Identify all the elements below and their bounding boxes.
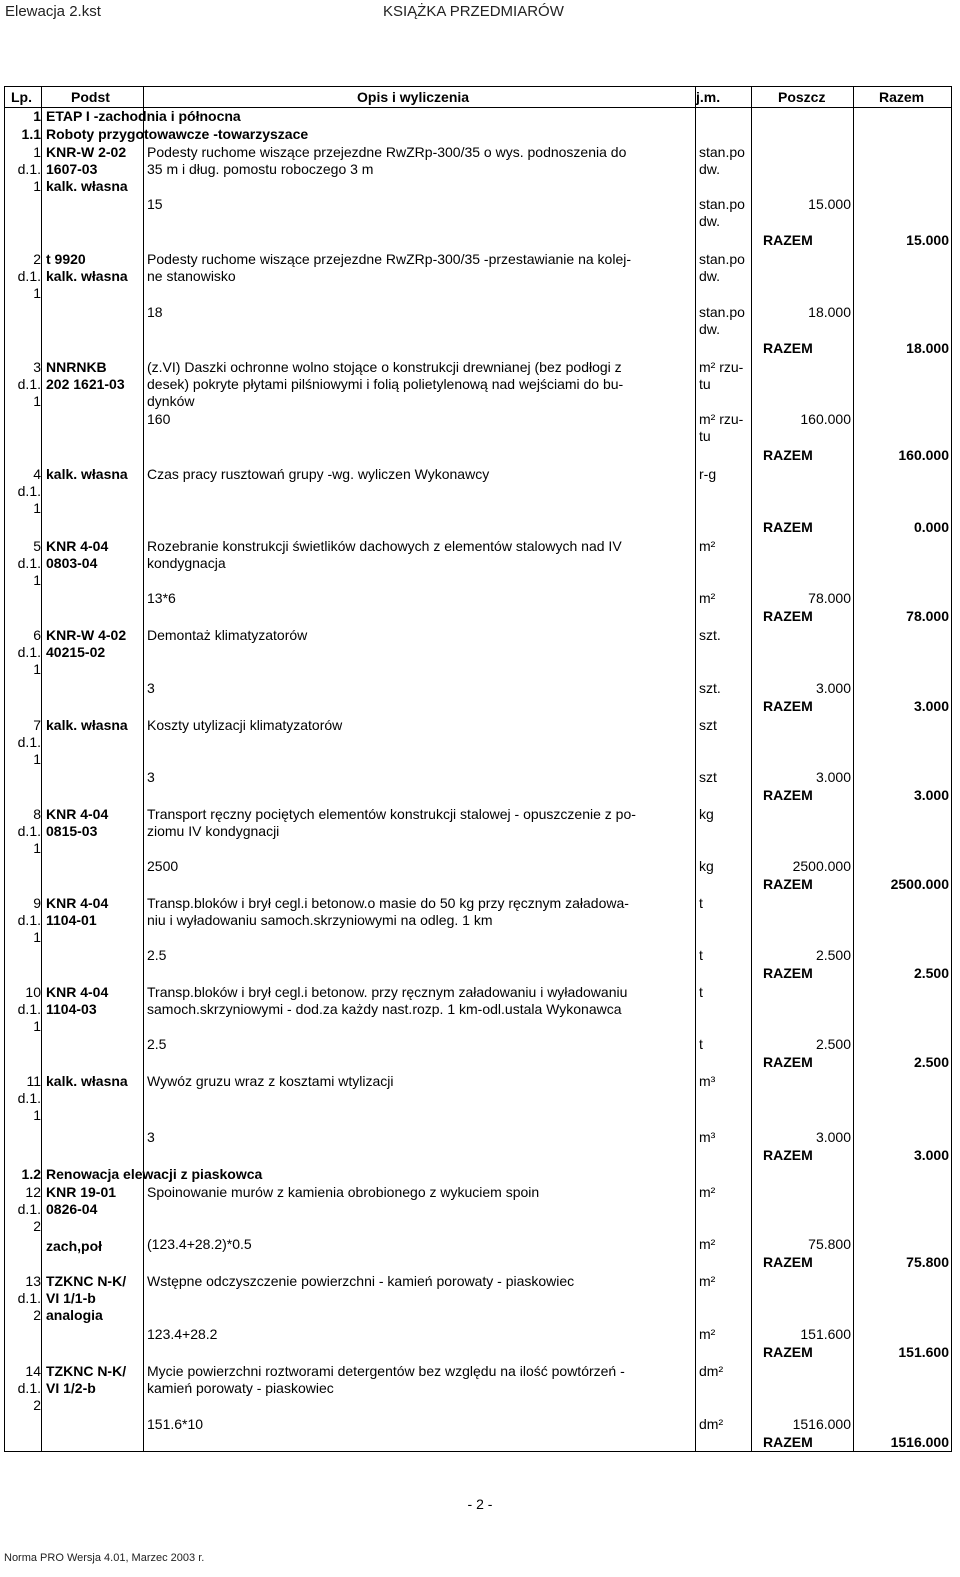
razem-label: RAZEM	[763, 232, 813, 248]
item-calc-unit: stan.po	[699, 304, 745, 320]
item-calc-unit: m² rzu-	[699, 411, 744, 427]
item-unit: dw.	[699, 161, 721, 177]
item-poszcz-value: 3.000	[815, 1129, 851, 1145]
item-podst: kalk. własna	[46, 268, 128, 284]
item-podst: kalk. własna	[46, 178, 128, 194]
etap-label: ETAP I -zachodnia i północna	[46, 108, 241, 124]
item-lp: 2	[33, 1307, 41, 1323]
item-description: dynków	[147, 393, 195, 409]
item-lp: 13	[25, 1273, 41, 1289]
item-calculation: 2500	[147, 858, 179, 874]
razem-value: 3.000	[913, 1147, 949, 1163]
razem-value: 2.500	[913, 965, 949, 981]
razem-value: 2500.000	[890, 876, 949, 892]
etap-number: 1	[33, 108, 41, 124]
item-lp: 1	[33, 1018, 41, 1034]
razem-value: 160.000	[898, 447, 949, 463]
item-lp: 1	[33, 500, 41, 516]
item-podst: kalk. własna	[46, 717, 128, 733]
item-lp: 2	[33, 1218, 41, 1234]
item-unit: stan.po	[699, 144, 745, 160]
item-poszcz-value: 151.600	[800, 1326, 851, 1342]
item-description: ziomu IV kondygnacji	[147, 823, 280, 839]
razem-value: 0.000	[913, 519, 949, 535]
software-note: Norma PRO Wersja 4.01, Marzec 2003 r.	[4, 1552, 205, 1564]
item-calc-unit: szt.	[699, 680, 721, 696]
item-calculation: 18	[147, 304, 163, 320]
item-calc-unit: m²	[699, 590, 716, 606]
przedmiar-table	[4, 86, 952, 1452]
item-lp: 1	[33, 572, 41, 588]
item-calculation: 2.5	[147, 947, 167, 963]
item-description: (z.VI) Daszki ochronne wolno stojące o konstrukcji drewnianej (bez podłogi z	[147, 359, 622, 375]
item-unit: t	[699, 984, 703, 1000]
item-podst: kalk. własna	[46, 1073, 128, 1089]
section-number: 1.2	[21, 1166, 41, 1182]
item-lp: d.1.	[17, 823, 41, 839]
section-label: Roboty przygotowawcze -towarzyszace	[46, 126, 309, 142]
item-description: Transp.bloków i brył cegl.i betonow.o masie do 50 kg przy ręcznym załadowa-	[147, 895, 629, 911]
item-unit: szt.	[699, 627, 721, 643]
item-lp: 6	[33, 627, 41, 643]
item-podst: 0815-03	[46, 823, 98, 839]
col-header-lp: Lp.	[11, 89, 32, 105]
item-lp: 11	[26, 1073, 41, 1089]
item-calc-unit: m²	[699, 1326, 716, 1342]
header-divider	[5, 107, 951, 108]
razem-value: 15.000	[906, 232, 949, 248]
item-lp: 1	[33, 840, 41, 856]
document-title: KSIĄŻKA PRZEDMIARÓW	[383, 3, 564, 20]
item-poszcz-value: 2.500	[815, 1036, 851, 1052]
item-lp: 1	[33, 178, 41, 194]
item-unit: dm²	[699, 1363, 724, 1379]
item-lp: d.1.	[17, 644, 41, 660]
item-lp: 1	[33, 661, 41, 677]
item-description: Rozebranie konstrukcji świetlików dachowych z elementów stalowych nad IV	[147, 538, 622, 554]
item-calc-unit: t	[699, 1036, 703, 1052]
item-lp: d.1.	[17, 912, 41, 928]
item-poszcz-value: 3.000	[815, 769, 851, 785]
section-number: 1.1	[21, 126, 41, 142]
item-description: niu i wyładowaniu samoch.skrzyniowymi na odleg. 1 km	[147, 912, 493, 928]
item-calculation: 2.5	[147, 1036, 167, 1052]
razem-label: RAZEM	[763, 1254, 813, 1270]
item-poszcz-value: 160.000	[800, 411, 851, 427]
item-lp: 10	[25, 984, 41, 1000]
item-podst: TZKNC N-K/	[46, 1363, 127, 1379]
column-divider	[41, 87, 42, 1451]
item-unit: kg	[699, 806, 714, 822]
razem-label: RAZEM	[763, 1434, 813, 1450]
item-podst: 1104-01	[46, 912, 97, 928]
item-podst: TZKNC N-K/	[46, 1273, 127, 1289]
item-description: Spoinowanie murów z kamienia obrobionego z wykuciem spoin	[147, 1184, 540, 1200]
col-header-poszcz: Poszcz	[778, 89, 826, 105]
item-description: Wstępne odczyszczenie powierzchni - kamień porowaty - piaskowiec	[147, 1273, 575, 1289]
item-lp: 8	[33, 806, 41, 822]
item-description: samoch.skrzyniowymi - dod.za każdy nast.rozp. 1 km-odl.ustala Wykonawca	[147, 1001, 622, 1017]
item-calc-unit: m³	[699, 1129, 716, 1145]
item-lp: d.1.	[17, 1380, 41, 1396]
item-lp: 1	[33, 929, 41, 945]
item-description: 35 m i dług. pomostu roboczego 3 m	[147, 161, 374, 177]
item-lp: d.1.	[17, 483, 41, 499]
razem-label: RAZEM	[763, 1054, 813, 1070]
item-lp: 3	[33, 359, 41, 375]
item-lp: d.1.	[17, 555, 41, 571]
item-lp: 5	[33, 538, 41, 554]
item-description: desek) pokryte płytami pilśniowymi i folią polietylenową nad wejściami do bu-	[147, 376, 624, 392]
item-podst: 1607-03	[46, 161, 98, 177]
item-lp: d.1.	[17, 1001, 41, 1017]
item-calc-unit: kg	[699, 858, 714, 874]
item-poszcz-value: 2.500	[815, 947, 851, 963]
razem-value: 2.500	[913, 1054, 949, 1070]
item-podst: kalk. własna	[46, 466, 128, 482]
item-lp: d.1.	[17, 268, 41, 284]
item-calc-unit: szt	[699, 769, 717, 785]
item-calc-unit: stan.po	[699, 196, 745, 212]
item-poszcz-value: 2500.000	[792, 858, 851, 874]
razem-label: RAZEM	[763, 608, 813, 624]
item-calc-unit: t	[699, 947, 703, 963]
item-description: Koszty utylizacji klimatyzatorów	[147, 717, 343, 733]
item-podst: NNRNKB	[46, 359, 107, 375]
razem-label: RAZEM	[763, 1147, 813, 1163]
item-calc-unit: tu	[699, 428, 711, 444]
item-description: Wywóz gruzu wraz z kosztami wtylizacji	[147, 1073, 394, 1089]
col-header-jm: j.m.	[696, 89, 721, 105]
item-description: Podesty ruchome wiszące przejezdne RwZRp-300/35 o wys. podnoszenia do	[147, 144, 627, 160]
column-divider	[695, 87, 696, 1451]
item-podst: KNR-W 2-02	[46, 144, 127, 160]
item-podst: 1104-03	[46, 1001, 97, 1017]
razem-label: RAZEM	[763, 447, 813, 463]
item-poszcz-value: 18.000	[808, 304, 851, 320]
section-label: Renowacja elewacji z piaskowca	[46, 1166, 263, 1182]
item-podst: VI 1/1-b	[46, 1290, 96, 1306]
item-podst: zach,poł	[46, 1238, 103, 1254]
item-unit: r-g	[699, 466, 717, 482]
razem-value: 3.000	[913, 787, 949, 803]
item-lp: 7	[33, 717, 41, 733]
razem-value: 75.800	[906, 1254, 949, 1270]
item-podst: analogia	[46, 1307, 103, 1323]
item-podst: KNR-W 4-02	[46, 627, 127, 643]
item-description: Mycie powierzchni roztworami detergentów bez względu na ilość powtórzeń -	[147, 1363, 625, 1379]
item-unit: m³	[699, 1073, 716, 1089]
col-header-opis: Opis i wyliczenia	[357, 89, 470, 105]
razem-value: 1516.000	[890, 1434, 949, 1450]
item-lp: d.1.	[17, 734, 41, 750]
document-header	[0, 3, 960, 23]
item-poszcz-value: 78.000	[808, 590, 851, 606]
item-podst: KNR 19-01	[46, 1184, 117, 1200]
item-calculation: (123.4+28.2)*0.5	[147, 1236, 252, 1252]
item-lp: 4	[33, 466, 41, 482]
razem-label: RAZEM	[763, 1344, 813, 1360]
item-calculation: 160	[147, 411, 171, 427]
razem-label: RAZEM	[763, 876, 813, 892]
razem-label: RAZEM	[763, 965, 813, 981]
column-divider	[853, 87, 854, 1451]
item-podst: 0826-04	[46, 1201, 98, 1217]
col-header-podst: Podst	[71, 89, 110, 105]
item-description: kondygnacja	[147, 555, 226, 571]
item-calc-unit: dw.	[699, 213, 721, 229]
item-poszcz-value: 15.000	[808, 196, 851, 212]
item-calc-unit: m²	[699, 1236, 716, 1252]
item-description: Demontaż klimatyzatorów	[147, 627, 308, 643]
item-podst: KNR 4-04	[46, 984, 109, 1000]
item-lp: 2	[33, 251, 41, 267]
column-divider	[143, 87, 144, 1451]
item-lp: 1	[33, 1107, 41, 1123]
item-unit: m²	[699, 538, 716, 554]
item-podst: 40215-02	[46, 644, 106, 660]
item-lp: d.1.	[17, 376, 41, 392]
item-lp: 12	[25, 1184, 41, 1200]
item-unit: m²	[699, 1184, 716, 1200]
item-unit: t	[699, 895, 703, 911]
col-header-razem: Razem	[879, 89, 925, 105]
item-podst: KNR 4-04	[46, 895, 109, 911]
item-calculation: 15	[147, 196, 163, 212]
item-calculation: 3	[147, 1129, 155, 1145]
item-unit: tu	[699, 376, 711, 392]
razem-value: 3.000	[913, 698, 949, 714]
item-podst: KNR 4-04	[46, 806, 109, 822]
item-lp: d.1.	[17, 161, 41, 177]
item-lp: 1	[33, 393, 41, 409]
razem-value: 78.000	[906, 608, 949, 624]
item-poszcz-value: 1516.000	[792, 1416, 851, 1432]
item-poszcz-value: 75.800	[808, 1236, 851, 1252]
razem-value: 151.600	[898, 1344, 949, 1360]
razem-label: RAZEM	[763, 787, 813, 803]
item-calculation: 3	[147, 769, 155, 785]
item-podst: KNR 4-04	[46, 538, 109, 554]
item-description: Transp.bloków i brył cegl.i betonow. przy ręcznym załadowaniu i wyładowaniu	[147, 984, 628, 1000]
item-unit: stan.po	[699, 251, 745, 267]
razem-label: RAZEM	[763, 340, 813, 356]
razem-value: 18.000	[906, 340, 949, 356]
item-description: Podesty ruchome wiszące przejezdne RwZRp-300/35 -przestawianie na kolej-	[147, 251, 632, 267]
item-podst: 202 1621-03	[46, 376, 125, 392]
item-lp: 1	[33, 285, 41, 301]
item-lp: 14	[25, 1363, 41, 1379]
item-calculation: 151.6*10	[147, 1416, 204, 1432]
item-lp: d.1.	[17, 1201, 41, 1217]
item-unit: m² rzu-	[699, 359, 744, 375]
item-podst: t 9920	[46, 251, 86, 267]
column-divider	[751, 87, 752, 1451]
item-calculation: 123.4+28.2	[147, 1326, 218, 1342]
item-calculation: 13*6	[147, 590, 176, 606]
item-unit: dw.	[699, 268, 721, 284]
item-podst: 0803-04	[46, 555, 98, 571]
item-lp: 9	[33, 895, 41, 911]
item-poszcz-value: 3.000	[815, 680, 851, 696]
item-unit: m²	[699, 1273, 716, 1289]
item-description: Transport ręczny pociętych elementów konstrukcji stalowej - opuszczenie z po-	[147, 806, 636, 822]
item-lp: 2	[33, 1397, 41, 1413]
item-podst: VI 1/2-b	[46, 1380, 96, 1396]
page-number: - 2 -	[467, 1496, 493, 1512]
item-description: ne stanowisko	[147, 268, 236, 284]
file-name: Elewacja 2.kst	[5, 3, 101, 20]
item-lp: d.1.	[17, 1090, 41, 1106]
item-unit: szt	[699, 717, 717, 733]
razem-label: RAZEM	[763, 698, 813, 714]
item-calculation: 3	[147, 680, 155, 696]
item-lp: d.1.	[17, 1290, 41, 1306]
item-description: kamień porowaty - piaskowiec	[147, 1380, 334, 1396]
razem-label: RAZEM	[763, 519, 813, 535]
item-description: Czas pracy rusztowań grupy -wg. wyliczen Wykonawcy	[147, 466, 490, 482]
item-calc-unit: dm²	[699, 1416, 724, 1432]
item-lp: 1	[33, 144, 41, 160]
item-calc-unit: dw.	[699, 321, 721, 337]
item-lp: 1	[33, 751, 41, 767]
